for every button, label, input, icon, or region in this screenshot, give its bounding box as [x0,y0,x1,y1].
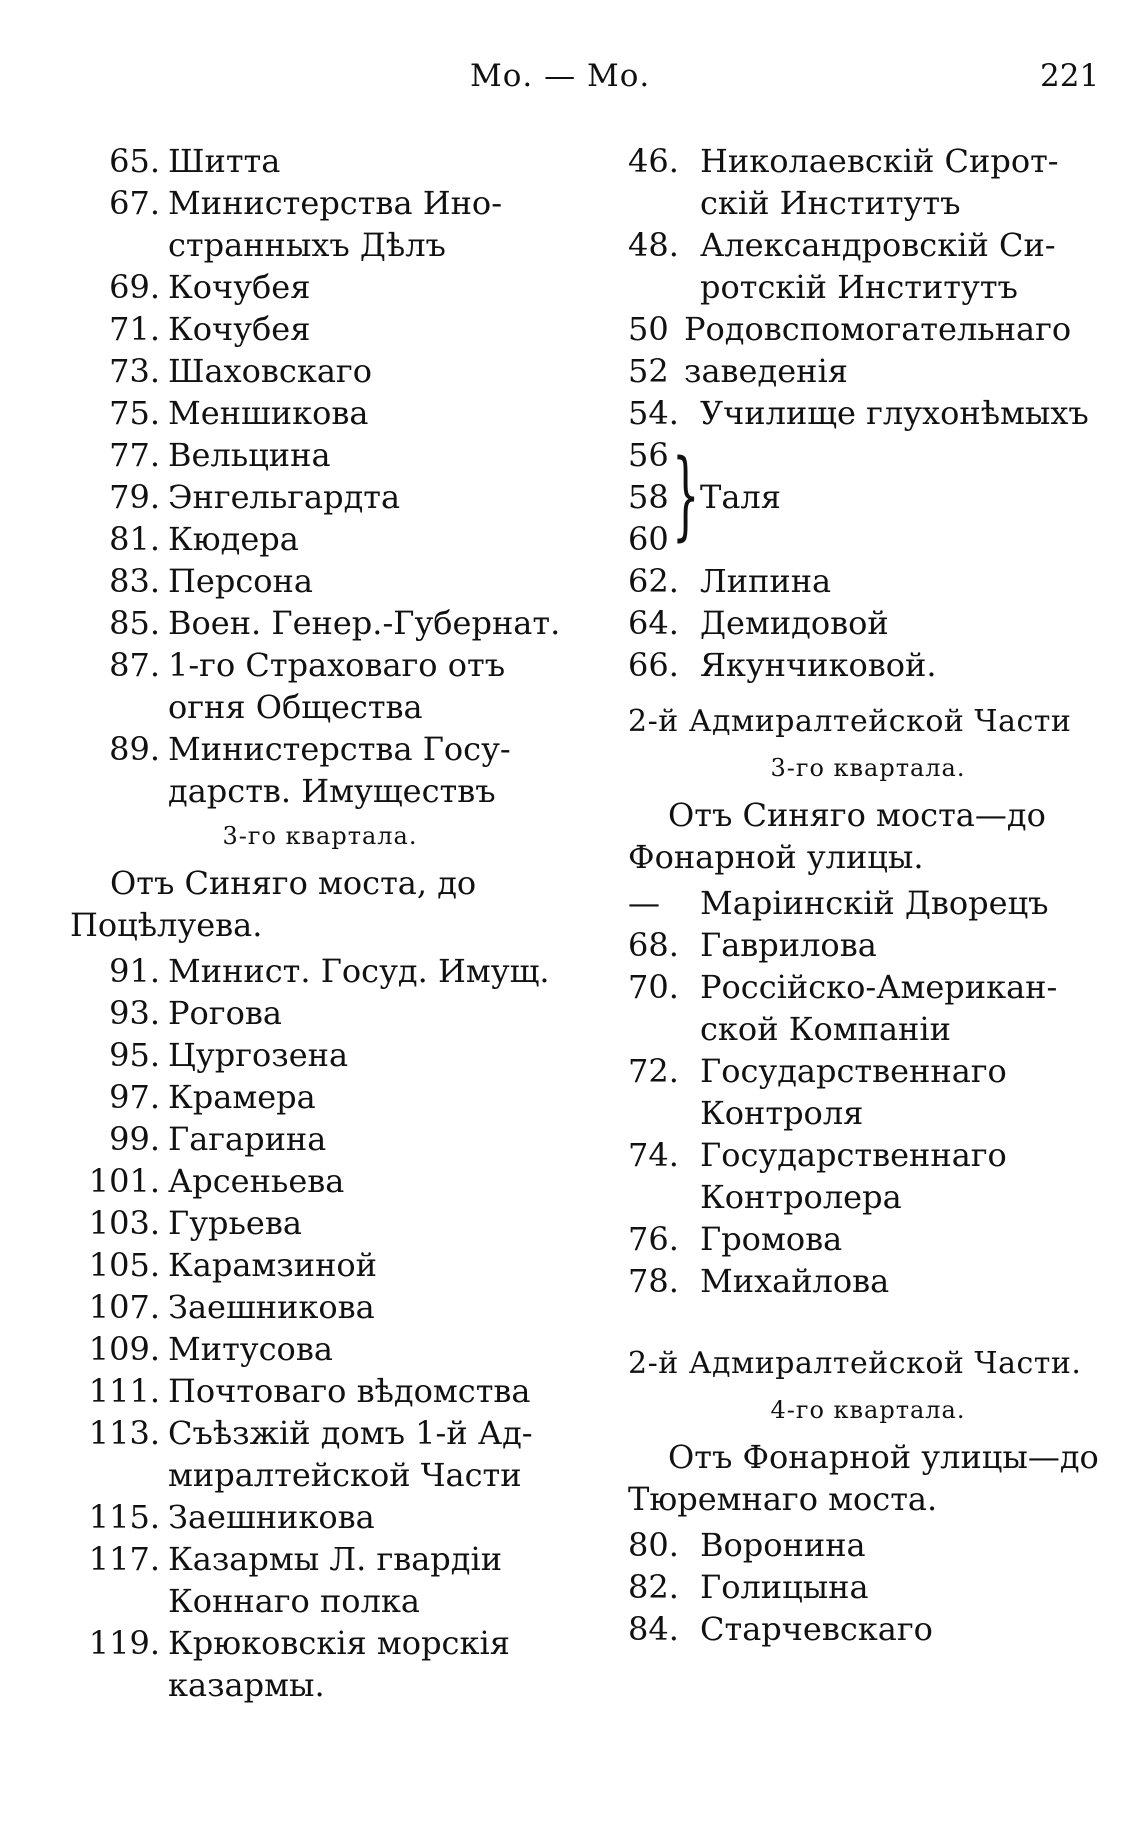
house-number: 76. [628,1220,679,1258]
house-number: 64. [628,604,679,642]
house-number: 71. [109,310,160,348]
house-number: 60 [628,520,669,558]
house-number: 73. [109,352,160,390]
entry-name-line: Казармы Л. гвардіи [168,1540,503,1578]
house-number: 52 [628,352,669,390]
entry-name-line: казармы. [168,1666,325,1704]
house-number: 54. [628,394,679,432]
entry-name-line: Голицына [700,1568,869,1606]
entry-list [628,882,1108,1302]
list-item [628,966,1108,1050]
entry-name-line: Государственнаго [700,1136,1007,1174]
list-item [70,728,570,812]
paired-numbers [628,308,672,392]
section-gap [628,1302,1108,1328]
house-number: 113. [88,1414,160,1452]
entry-name-line: Министерства Госу- [168,730,511,768]
list-item [70,518,570,560]
entry-name-line: Крамера [168,1078,316,1116]
entry-name-line: Россійско-Американ- [700,968,1058,1006]
house-number: 103. [88,1204,160,1242]
entry-name-line: 1-го Страховаго отъ [168,646,506,684]
list-item [70,1202,570,1244]
list-item [70,1076,570,1118]
entry-list [70,140,570,812]
house-number: 84. [628,1610,679,1648]
entry-name-line: Цургозена [168,1036,349,1074]
house-number: 56 [628,436,669,474]
entry-name-line: Училище глухонѣмыхъ [700,394,1089,432]
list-item [628,1608,1108,1650]
entry-name-line: скій Институтъ [700,184,961,222]
house-number: 50 [628,310,669,348]
house-number: 93. [109,994,160,1032]
part-heading: 2-й Адмиралтейской Части. [628,1346,1082,1381]
entry-list [628,560,1108,686]
curly-brace-icon: } [672,439,700,551]
entry-name-line: Кочубея [168,310,311,348]
house-number: 105. [88,1246,160,1284]
house-number: 66. [628,646,679,684]
braced-entry [628,434,1108,560]
entry-name-line: Демидовой [700,604,889,642]
house-number: 62. [628,562,679,600]
list-item [628,1566,1108,1608]
entry-name-line: Шитта [168,142,281,180]
page-number: 221 [1040,58,1100,94]
list-item [70,950,570,992]
entry-name-line: Гаврилова [700,926,877,964]
entry-name-line: Крюковскія морскія [168,1624,510,1662]
house-number: 80. [628,1526,679,1564]
list-item [70,308,570,350]
house-number: 81. [109,520,160,558]
entry-name-line: Гагарина [168,1120,327,1158]
entry-name-line: Минист. Госуд. Имущ. [168,952,550,990]
house-number: 115. [88,1498,160,1536]
list-item [70,644,570,728]
entry-name-line: ской Компаніи [700,1010,951,1048]
house-number: 117. [88,1540,160,1578]
entry-name-line: Коннаго полка [168,1582,420,1620]
quarter-heading: 4-го квартала. [770,1396,966,1424]
entry-name-line: Маріинскій Дворецъ [700,884,1049,922]
entry-name-line: Родовспомогательнаго [684,310,1072,348]
house-number: 68. [628,926,679,964]
entry-name-line: Персона [168,562,313,600]
entry-name-line: Кюдера [168,520,299,558]
list-item [628,924,1108,966]
house-number: 83. [109,562,160,600]
entry-name-line: Съѣзжій домъ 1-й Ад- [168,1414,533,1452]
house-number: 107. [88,1288,160,1326]
list-item [628,882,1108,924]
entry-name-line: Государственнаго [700,1052,1007,1090]
list-item [628,1524,1108,1566]
entry-name-line: Энгельгардта [168,478,401,516]
list-item [70,392,570,434]
list-item [70,182,570,266]
list-item [70,992,570,1034]
entry-name-line: Карамзиной [168,1246,377,1284]
entry-name-line: Министерства Ино- [168,184,502,222]
house-number: 65. [109,142,160,180]
list-item [70,602,570,644]
entry-name-line: Николаевскій Сирот- [700,142,1059,180]
list-item [70,434,570,476]
list-item [70,1622,570,1706]
house-number: 111. [88,1372,160,1410]
entry-name-line: Арсеньева [168,1162,345,1200]
list-item [70,266,570,308]
list-item [70,560,570,602]
left-column [70,140,570,1706]
entry-list [628,392,1108,434]
entry-name-line: миралтейской Части [168,1456,522,1494]
entry-name-line: Митусова [168,1330,333,1368]
entry-name-line: Михайлова [700,1262,890,1300]
entry-name-line: заведенія [684,352,848,390]
entry-name-line: дарств. Имуществъ [168,772,496,810]
list-item [70,1412,570,1496]
list-item [628,392,1108,434]
list-item [70,1118,570,1160]
list-item [628,1134,1108,1218]
list-item [628,1260,1108,1302]
house-number: 72. [628,1052,679,1090]
house-number: 58 [628,478,669,516]
running-title: Мо. — Мо. [470,58,651,94]
entry-name-line: Почтоваго вѣдомства [168,1372,531,1410]
house-number: 95. [109,1036,160,1074]
route-description: Отъ Синяго моста, до Поцѣлуева. [70,864,477,944]
list-item [70,1286,570,1328]
list-item [70,476,570,518]
entry-name-line: Меншикова [168,394,369,432]
house-number: 91. [109,952,160,990]
list-item [70,1538,570,1622]
house-number: 119. [88,1624,160,1662]
paired-entry [628,308,1108,392]
entry-name-line: Гурьева [168,1204,302,1242]
house-number: 74. [628,1136,679,1174]
route-description: Отъ Фонарной улицы—до Тюремнаго моста. [628,1438,1099,1518]
house-number: 75. [109,394,160,432]
list-item [70,1370,570,1412]
paired-name [684,308,1071,392]
page-header [0,58,1140,108]
house-number: 67. [109,184,160,222]
list-item [70,1160,570,1202]
house-number: — [628,884,660,922]
entry-name-line: Заешникова [168,1288,375,1326]
part-heading: 2-й Адмиралтейской Части [628,704,1072,739]
house-number: 97. [109,1078,160,1116]
house-number: 46. [628,142,679,180]
house-number: 99. [109,1120,160,1158]
entry-name-line: Якунчиковой. [700,646,937,684]
list-item [70,350,570,392]
house-number: 48. [628,226,679,264]
quarter-heading: 3-го квартала. [222,822,418,850]
entry-list [628,1524,1108,1650]
house-number: 101. [88,1162,160,1200]
entry-name-line: Контролера [700,1178,902,1216]
house-number: 78. [628,1262,679,1300]
list-item [628,602,1108,644]
entry-name-line: Громова [700,1220,843,1258]
entry-list [628,140,1108,308]
list-item [628,224,1108,308]
house-number: 89. [109,730,160,768]
list-item [628,140,1108,224]
entry-name-line: Воронина [700,1526,866,1564]
house-number: 70. [628,968,679,1006]
house-number: 79. [109,478,160,516]
braced-name: Таля [700,478,781,516]
list-item [70,1328,570,1370]
entry-name-line: Шаховскаго [168,352,372,390]
entry-name-line: Рогова [168,994,282,1032]
list-item [70,1244,570,1286]
right-column [628,140,1108,1650]
entry-name-line: огня Общества [168,688,423,726]
entry-list [70,950,570,1706]
list-item [70,1034,570,1076]
entry-name-line: Вельцина [168,436,331,474]
house-number: 87. [109,646,160,684]
list-item [70,140,570,182]
house-number: 85. [109,604,160,642]
braced-numbers [628,434,672,560]
house-number: 69. [109,268,160,306]
quarter-heading: 3-го квартала. [770,754,966,782]
list-item [628,644,1108,686]
entry-name-line: Воен. Генер.-Губернат. [168,604,561,642]
house-number: 109. [88,1330,160,1368]
route-description: Отъ Синяго моста—до Фонарной улицы. [628,796,1046,876]
list-item [70,1496,570,1538]
house-number: 77. [109,436,160,474]
entry-name-line: ротскій Институтъ [700,268,1018,306]
house-number: 82. [628,1568,679,1606]
entry-name-line: Старчевскаго [700,1610,933,1648]
entry-name-line: Заешникова [168,1498,375,1536]
list-item [628,560,1108,602]
entry-name-line: Александровскій Си- [700,226,1056,264]
entry-name-line: Контроля [700,1094,864,1132]
entry-name-line: Кочубея [168,268,311,306]
entry-name-line: Липина [700,562,832,600]
list-item [628,1050,1108,1134]
list-item [628,1218,1108,1260]
entry-name-line: странныхъ Дѣлъ [168,226,446,264]
